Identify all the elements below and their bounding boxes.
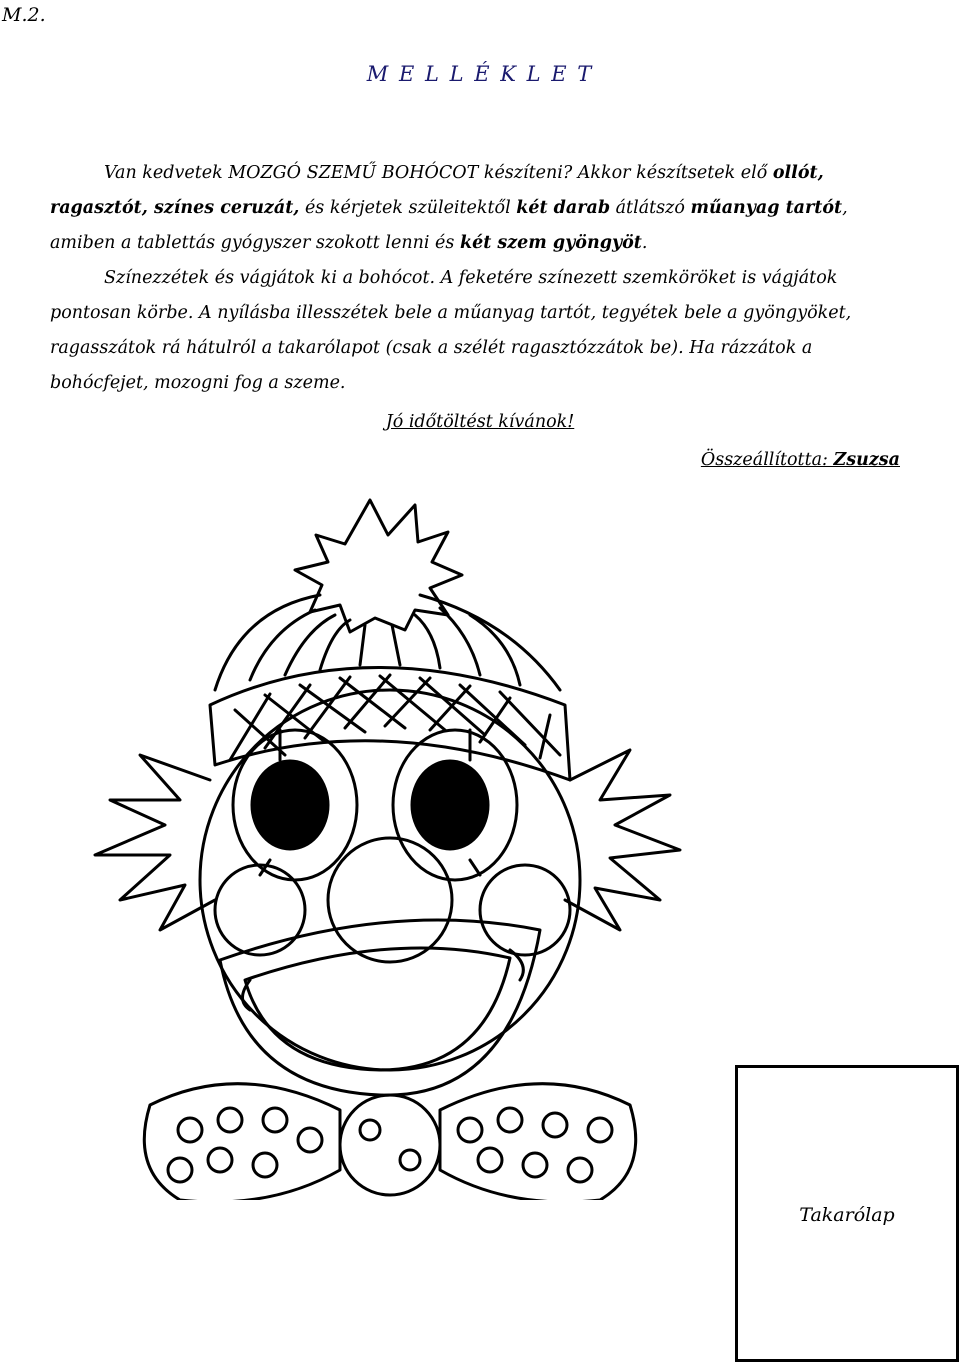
closing-wish: Jó időtöltést kívánok! bbox=[385, 412, 575, 432]
instructions-paragraph-1: Van kedvetek MOZGÓ SZEMŰ BOHÓCOT készíteni? Akkor készítsetek elő ollót, ragasztót, színes ceruzát, és kérjetek szüleitektől két darab átlátszó műanyag tartót, amiben a tablettás gyógyszer szokott lenni és két szem gyöngyöt. bbox=[50, 163, 848, 253]
cover-sheet-label: Takarólap bbox=[799, 1204, 895, 1226]
page-title: M E L L É K L E T bbox=[366, 62, 594, 86]
cover-sheet-box bbox=[735, 1065, 959, 1362]
page-code: M.2. bbox=[2, 4, 46, 26]
clown-bowtie bbox=[144, 1084, 340, 1200]
author-credit: Összeállította: Zsuzsa bbox=[700, 450, 900, 470]
clown-hair-left bbox=[95, 755, 215, 930]
clown-illustration bbox=[70, 480, 690, 1200]
clown-nose bbox=[328, 838, 452, 962]
instructions bbox=[50, 156, 910, 401]
clown-hair-right bbox=[565, 750, 680, 930]
clown-pompom bbox=[295, 500, 462, 632]
instructions-paragraph-2: Színezzétek és vágjátok ki a bohócot. A feketére színezett szemköröket is vágjátok pontosan körbe. A nyílásba illesszétek bele a műanyag tartót, tegyétek bele a gyöngyöket, ragasszátok rá hátulról a takarólapot (csak a szélét ragasztózzátok be). Ha rázzátok a bohócfejet, mozogni fog a szeme. bbox=[50, 268, 852, 393]
